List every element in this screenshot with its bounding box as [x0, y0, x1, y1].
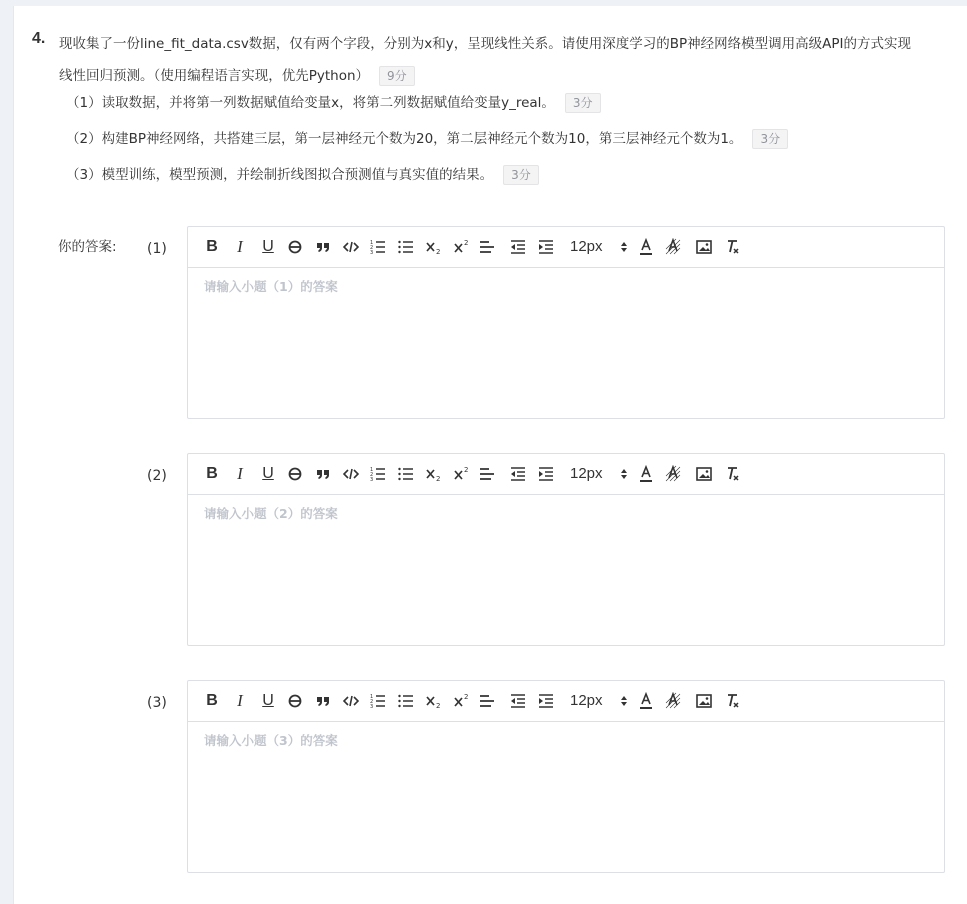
answer-label: 你的答案:	[58, 239, 117, 255]
editor-placeholder: 请输入小题（1）的答案	[204, 279, 338, 294]
svg-text:2: 2	[464, 239, 469, 247]
font-color-icon[interactable]	[638, 465, 656, 483]
strikethrough-icon[interactable]	[287, 692, 305, 710]
ordered-list-icon[interactable]	[370, 238, 388, 256]
outdent-icon[interactable]	[510, 692, 528, 710]
bold-icon[interactable]: B	[206, 465, 218, 482]
superscript-icon[interactable]	[454, 465, 472, 483]
answer-index-3: (3)	[147, 695, 167, 711]
underline-icon[interactable]: U	[262, 238, 274, 255]
quote-icon[interactable]	[315, 692, 333, 710]
bullet-list-icon[interactable]	[398, 465, 416, 483]
outdent-icon[interactable]	[510, 238, 528, 256]
font-size-value: 12px	[570, 692, 603, 709]
svg-text:3: 3	[370, 250, 374, 256]
bullet-list-icon[interactable]	[398, 238, 416, 256]
svg-text:3: 3	[370, 704, 374, 710]
svg-text:1: 1	[370, 467, 374, 473]
subscript-icon[interactable]	[426, 238, 444, 256]
subscript-icon[interactable]	[426, 465, 444, 483]
indent-icon[interactable]	[538, 238, 556, 256]
svg-text:1: 1	[370, 694, 374, 700]
font-size-select[interactable]	[570, 465, 603, 483]
svg-text:2: 2	[370, 699, 374, 705]
font-size-select[interactable]	[570, 692, 603, 710]
font-size-value: 12px	[570, 238, 603, 255]
question-text-line2: 线性回归预测。（使用编程语言实现，优先Python） 9分	[59, 60, 949, 92]
underline-icon[interactable]: U	[262, 465, 274, 482]
font-color-icon[interactable]	[638, 692, 656, 710]
answer-editor-3[interactable]	[187, 680, 945, 873]
subquestion-2: （2）构建BP神经网络，共搭建三层，第一层神经元个数为20，第二层神经元个数为10，第三层神经元个数为1。 3分	[66, 129, 788, 149]
superscript-icon[interactable]	[454, 238, 472, 256]
svg-text:2: 2	[370, 472, 374, 478]
svg-text:1: 1	[370, 240, 374, 246]
answer-index-1: (1)	[147, 241, 167, 257]
italic-icon[interactable]: I	[237, 691, 243, 710]
quote-icon[interactable]	[315, 465, 333, 483]
svg-text:3: 3	[370, 477, 374, 483]
clear-format-icon[interactable]	[725, 692, 743, 710]
italic-icon[interactable]: I	[237, 464, 243, 483]
svg-text:2: 2	[436, 248, 441, 256]
strikethrough-icon[interactable]	[287, 238, 305, 256]
editor-placeholder: 请输入小题（3）的答案	[204, 733, 338, 748]
svg-text:2: 2	[464, 693, 469, 701]
question-text-line1: 现收集了一份line_fit_data.csv数据，仅有两个字段，分别为x和y，呈现线性关系。请使用深度学习的BP神经网络模型调用高级API的方式实现	[59, 36, 912, 52]
editor-toolbar	[188, 681, 944, 722]
subquestion-3: （3）模型训练，模型预测，并绘制折线图拟合预测值与真实值的结果。 3分	[66, 165, 539, 185]
svg-text:2: 2	[370, 245, 374, 251]
subquestion-1: （1）读取数据，并将第一列数据赋值给变量x，将第二列数据赋值给变量y_real。 3分	[66, 93, 601, 113]
clear-format-icon[interactable]	[725, 238, 743, 256]
align-icon[interactable]	[479, 465, 497, 483]
font-size-value: 12px	[570, 465, 603, 482]
svg-text:2: 2	[436, 475, 441, 483]
clear-format-icon[interactable]	[725, 465, 743, 483]
align-icon[interactable]	[479, 238, 497, 256]
background-color-icon[interactable]	[665, 692, 683, 710]
bold-icon[interactable]: B	[206, 692, 218, 709]
editor-toolbar	[188, 454, 944, 495]
answer-editor-2[interactable]	[187, 453, 945, 646]
editor-placeholder: 请输入小题（2）的答案	[204, 506, 338, 521]
code-icon[interactable]	[343, 692, 361, 710]
question-number: 4.	[32, 30, 46, 47]
quote-icon[interactable]	[315, 238, 333, 256]
ordered-list-icon[interactable]	[370, 465, 388, 483]
svg-text:2: 2	[436, 702, 441, 710]
image-icon[interactable]	[696, 692, 714, 710]
italic-icon[interactable]: I	[237, 237, 243, 256]
subquestion-1-score: 3分	[565, 93, 601, 113]
outdent-icon[interactable]	[510, 465, 528, 483]
background-color-icon[interactable]	[665, 238, 683, 256]
bullet-list-icon[interactable]	[398, 692, 416, 710]
strikethrough-icon[interactable]	[287, 465, 305, 483]
background-color-icon[interactable]	[665, 465, 683, 483]
editor-toolbar	[188, 227, 944, 268]
answer-index-2: (2)	[147, 468, 167, 484]
font-color-icon[interactable]	[638, 238, 656, 256]
subquestion-3-score: 3分	[503, 165, 539, 185]
chevron-updown-icon[interactable]	[619, 465, 637, 483]
indent-icon[interactable]	[538, 692, 556, 710]
bold-icon[interactable]: B	[206, 238, 218, 255]
code-icon[interactable]	[343, 238, 361, 256]
svg-text:2: 2	[464, 466, 469, 474]
image-icon[interactable]	[696, 238, 714, 256]
underline-icon[interactable]: U	[262, 692, 274, 709]
chevron-updown-icon[interactable]	[619, 238, 637, 256]
question-score-badge: 9分	[379, 66, 415, 86]
image-icon[interactable]	[696, 465, 714, 483]
superscript-icon[interactable]	[454, 692, 472, 710]
chevron-updown-icon[interactable]	[619, 692, 637, 710]
font-size-select[interactable]	[570, 238, 603, 256]
question-text	[59, 28, 949, 92]
ordered-list-icon[interactable]	[370, 692, 388, 710]
subscript-icon[interactable]	[426, 692, 444, 710]
align-icon[interactable]	[479, 692, 497, 710]
answer-editor-1[interactable]	[187, 226, 945, 419]
subquestion-2-score: 3分	[752, 129, 788, 149]
code-icon[interactable]	[343, 465, 361, 483]
indent-icon[interactable]	[538, 465, 556, 483]
